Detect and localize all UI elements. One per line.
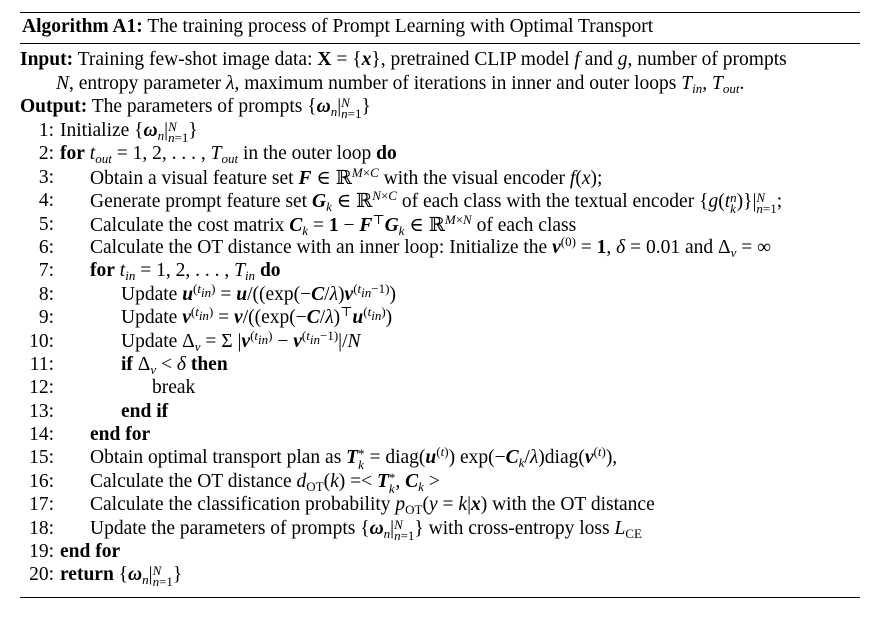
step-4: 4: Generate prompt feature set $G_k$ ∈ ℝ$^{N\times C}$ of each class with the textual encoder {g(tn k)}|N n=1; [38, 188, 783, 217]
step-19: 19: end for [29, 541, 121, 563]
step-14: 14: end for [29, 424, 151, 446]
output-block: Output: The parameters of prompts {$\omega_n|N$ n=1} [20, 95, 371, 121]
step-18: 18: Update the parameters of prompts {$\omega_n|N$ n=1} with cross-entropy loss $L_{CE}$ [29, 516, 642, 543]
input-line-1: Input: Training few-shot image data: X = {x}, pretrained CLIP model f and g, number of prompts [20, 49, 787, 70]
input-block [20, 48, 860, 95]
step-3: 3: Obtain a visual feature set F ∈ ℝ$^{M\times C}$ with the visual encoder f(x); [38, 164, 603, 189]
step-20: 20: return {$\omega_n|N$ n=1} [29, 563, 183, 590]
algorithm-steps [20, 119, 860, 590]
step-8: 8: Update $u^{(t_{in})} = u/((\exp(-C/\lambda)v^{(t_{in}-1)})$ [38, 280, 396, 305]
step-6: 6: Calculate the OT distance with an inner loop: Initialize the $v^{(0)} = 1$, δ = 0.01 and $\Delta_v$ = ∞ [38, 233, 771, 260]
step-2: 2: for $t_{out} = 1$, 2, . . . , $T_{out}$ in the outer loop do [38, 143, 397, 167]
algorithm-block [20, 12, 860, 598]
step-13: 13: end if [29, 400, 169, 422]
step-5: 5: Calculate the cost matrix $C_k = 1 - F^⊤G_k$ ∈ ℝ$^{M\times N}$ of each class [38, 211, 577, 238]
step-1: 1: Initialize {$\omega_n|N$ n=1} [38, 119, 198, 145]
step-17: 17: Calculate the classification probability $p_{OT}(y = k|x)$ with the OT distance [29, 494, 655, 518]
step-10: 10: Update $\Delta_v = \Sigma$ $|v^{(t_{in})} - v^{(t_{in}-1)}|/N$ [29, 327, 361, 354]
output-label: Output: [20, 96, 88, 117]
step-16: 16: Calculate the OT distance $d_{OT}(k) =< T*$ k, $C_k$ > [29, 469, 440, 496]
step-7: 7: for $t_{in} = 1$, 2, . . . , $T_{in}$ do [38, 260, 281, 284]
step-11: 11: if $\Delta_v < \delta$ then [29, 353, 228, 377]
algorithm-title [20, 13, 860, 41]
step-15: 15: Obtain optimal transport plan as T* $k = diag(u^{(t)})$ $\exp(-C_k/\lambda)diag(v^{(t)})$, [29, 444, 618, 473]
step-9: 9: Update $v^{(t_{in})} = v/((\exp(-C/\lambda)^⊤u^{(t_{in})})$ [38, 304, 393, 329]
step-12: 12: break [29, 377, 196, 399]
input-label: Input: [20, 49, 74, 70]
algorithm-label: Algorithm A1: [22, 16, 143, 37]
title-rule [20, 43, 860, 44]
bottom-rule [20, 597, 860, 598]
input-line-2: N, entropy parameter λ, maximum number of iterations in inner and outer loops $T_{in}$, $T_{out}$. [56, 72, 745, 96]
algorithm-title-text: The training process of Prompt Learning with Optimal Transport [147, 16, 654, 37]
